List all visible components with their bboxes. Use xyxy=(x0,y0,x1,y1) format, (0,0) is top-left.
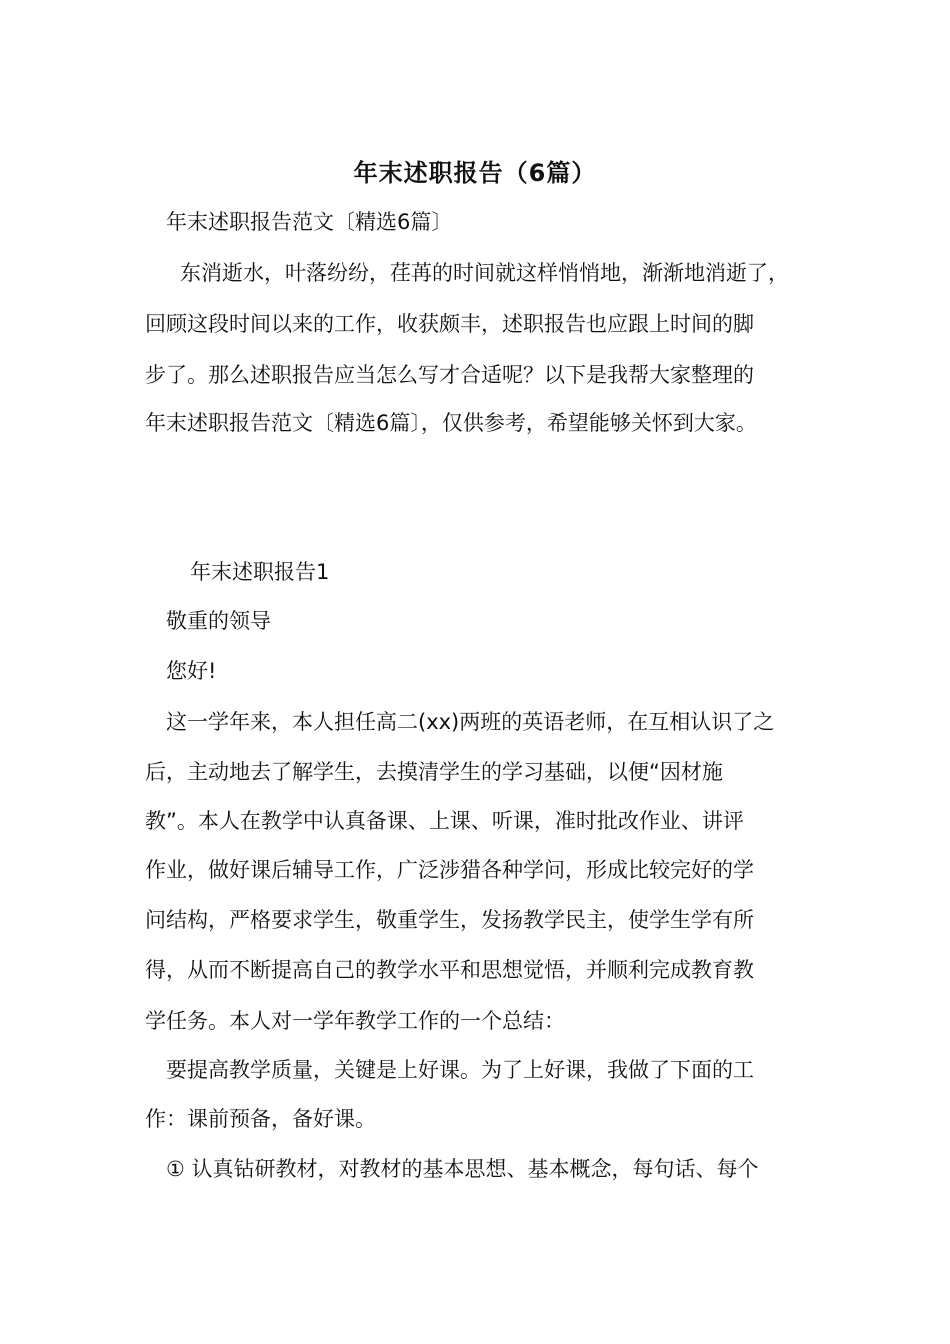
paragraph-line: 作业，做好课后辅导工作，广泛涉猎各种学问，形成比较完好的学 xyxy=(145,858,754,882)
paragraph-line: 这一学年来，本人担任高二(xx)两班的英语老师，在互相认识了之 xyxy=(166,710,775,734)
intro-line: 步了。那么述职报告应当怎么写才合适呢？以下是我帮大家整理的 xyxy=(145,363,754,387)
paragraph-line: 要提高教学质量，关键是上好课。为了上好课，我做了下面的工 xyxy=(166,1058,754,1082)
section-heading: 年末述职报告1 xyxy=(190,560,330,584)
paragraph-line: 学任务。本人对一学年教学工作的一个总结： xyxy=(145,1009,565,1033)
paragraph-line: 教”。本人在教学中认真备课、上课、听课，准时批改作业、讲评 xyxy=(145,809,744,833)
paragraph-line: 问结构，严格要求学生，敬重学生，发扬教学民主，使学生学有所 xyxy=(145,908,754,932)
paragraph-line: 后，主动地去了解学生，去摸清学生的学习基础，以便“因材施 xyxy=(145,760,723,784)
intro-line: 东消逝水，叶落纷纷，荏苒的时间就这样悄悄地，渐渐地消逝了， xyxy=(180,261,789,285)
intro-line: 年末述职报告范文〔精选6篇〕，仅供参考，希望能够关怀到大家。 xyxy=(145,411,757,435)
intro-line: 回顾这段时间以来的工作，收获颇丰，述职报告也应跟上时间的脚 xyxy=(145,312,754,336)
list-item: ① 认真钻研教材，对教材的基本思想、基本概念，每句话、每个 xyxy=(166,1157,759,1181)
document-title: 年末述职报告（6篇） xyxy=(353,159,597,187)
document-subtitle: 年末述职报告范文〔精选6篇〕 xyxy=(166,210,453,234)
paragraph-line: 得，从而不断提高自己的教学水平和思想觉悟，并顺利完成教育教 xyxy=(145,958,754,982)
salutation: 敬重的领导 xyxy=(166,609,271,633)
greeting: 您好! xyxy=(166,659,217,683)
paragraph-line: 作：课前预备，备好课。 xyxy=(145,1107,376,1131)
